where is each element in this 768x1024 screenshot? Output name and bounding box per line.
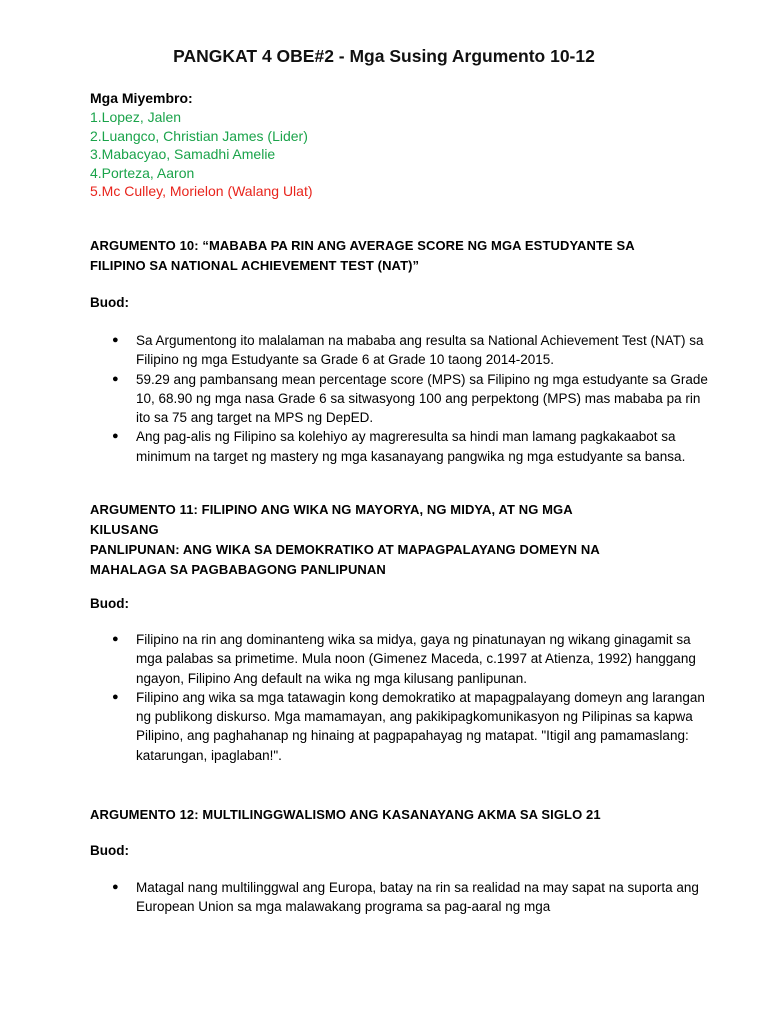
argument-10-heading: ARGUMENTO 10: “MABABA PA RIN ANG AVERAGE SCORE NG MGA ESTUDYANTE SA FILIPINO SA NATIONAL ACHIEVEMENT TEST (NAT)”: [90, 238, 635, 273]
argument-11-buod-label: Buod:: [90, 596, 129, 611]
bullet-item: ● Matagal nang multilinggwal ang Europa, batay na rin sa realidad na may sapat na suporta ang European Union sa mga malawakang programa sa pag-aaral ng mga: [112, 878, 712, 917]
argument-12-buod-label: Buod:: [90, 843, 129, 858]
argument-11-heading-line2: PANLIPUNAN: ANG WIKA SA DEMOKRATIKO AT MAPAGPALAYANG DOMEYN NA MAHALAGA SA PAGBABAGONG PANLIPUNAN: [90, 542, 600, 577]
members-list: [90, 108, 313, 201]
argument-11-bullets: [112, 630, 712, 765]
member-item: 2.Luangco, Christian James (Lider): [90, 127, 308, 144]
bullet-item: ● Filipino ang wika sa mga tatawagin kong demokratiko at mapagpalayang domeyn ang larangan ng publikong diskurso. Mga mamamayan, ang pakikipagkomunikasyon ng Pilipinas sa kapwa Pilipino, ang paghahanap ng hinaing at pagpapahayag ng matapat. "Itigil ang pamamaslang: katarungan, ipaglaban!".: [112, 688, 712, 765]
bullet-item: ● Sa Argumentong ito malalaman na mababa ang resulta sa National Achievement Test (NAT) sa Filipino ng mga Estudyante sa Grade 6 at Grade 10 taong 2014-2015.: [112, 331, 712, 370]
argument-10-bullets: [112, 331, 712, 466]
argument-11-heading-line1: ARGUMENTO 11: FILIPINO ANG WIKA NG MAYORYA, NG MIDYA, AT NG MGA KILUSANG: [90, 502, 573, 537]
bullet-item: ● Ang pag-alis ng Filipino sa kolehiyo ay magreresulta sa hindi man lamang pagkakaabot sa minimum na target ng mastery ng mga kasanayang pangwika ng mga estudyante sa bansa.: [112, 427, 712, 466]
page-title: PANGKAT 4 OBE#2 - Mga Susing Argumento 10-12: [173, 46, 595, 66]
bullet-item: ● 59.29 ang pambansang mean percentage score (MPS) sa Filipino ng mga estudyante sa Grade 10, 68.90 ng mga nasa Grade 6 sa sitwasyong 100 ang perpektong (MPS) mas mababa pa rin ito sa 75 ang target na MPS ng DepED.: [112, 370, 712, 428]
member-item: 1.Lopez, Jalen: [90, 109, 182, 125]
members-label: Mga Miyembro:: [90, 90, 193, 106]
member-item-inactive: 5.Mc Culley, Morielon (Walang Ulat): [90, 183, 313, 200]
argument-10-buod-label: Buod:: [90, 295, 129, 310]
argument-12-heading: ARGUMENTO 12: MULTILINGGWALISMO ANG KASANAYANG AKMA SA SIGLO 21: [90, 807, 601, 822]
member-item: 4.Porteza, Aaron: [90, 164, 195, 181]
bullet-item: ● Filipino na rin ang dominanteng wika sa midya, gaya ng pinatunayan ng wikang ginagamit sa mga palabas sa primetime. Mula noon (Gimenez Maceda, c.1997 at Atienza, 1992) hanggang ngayon, Filipino Ang default na wika ng mga kilusang panlipunan.: [112, 630, 712, 688]
member-item: 3.Mabacyao, Samadhi Amelie: [90, 146, 276, 163]
argument-12-bullets: [112, 878, 712, 917]
